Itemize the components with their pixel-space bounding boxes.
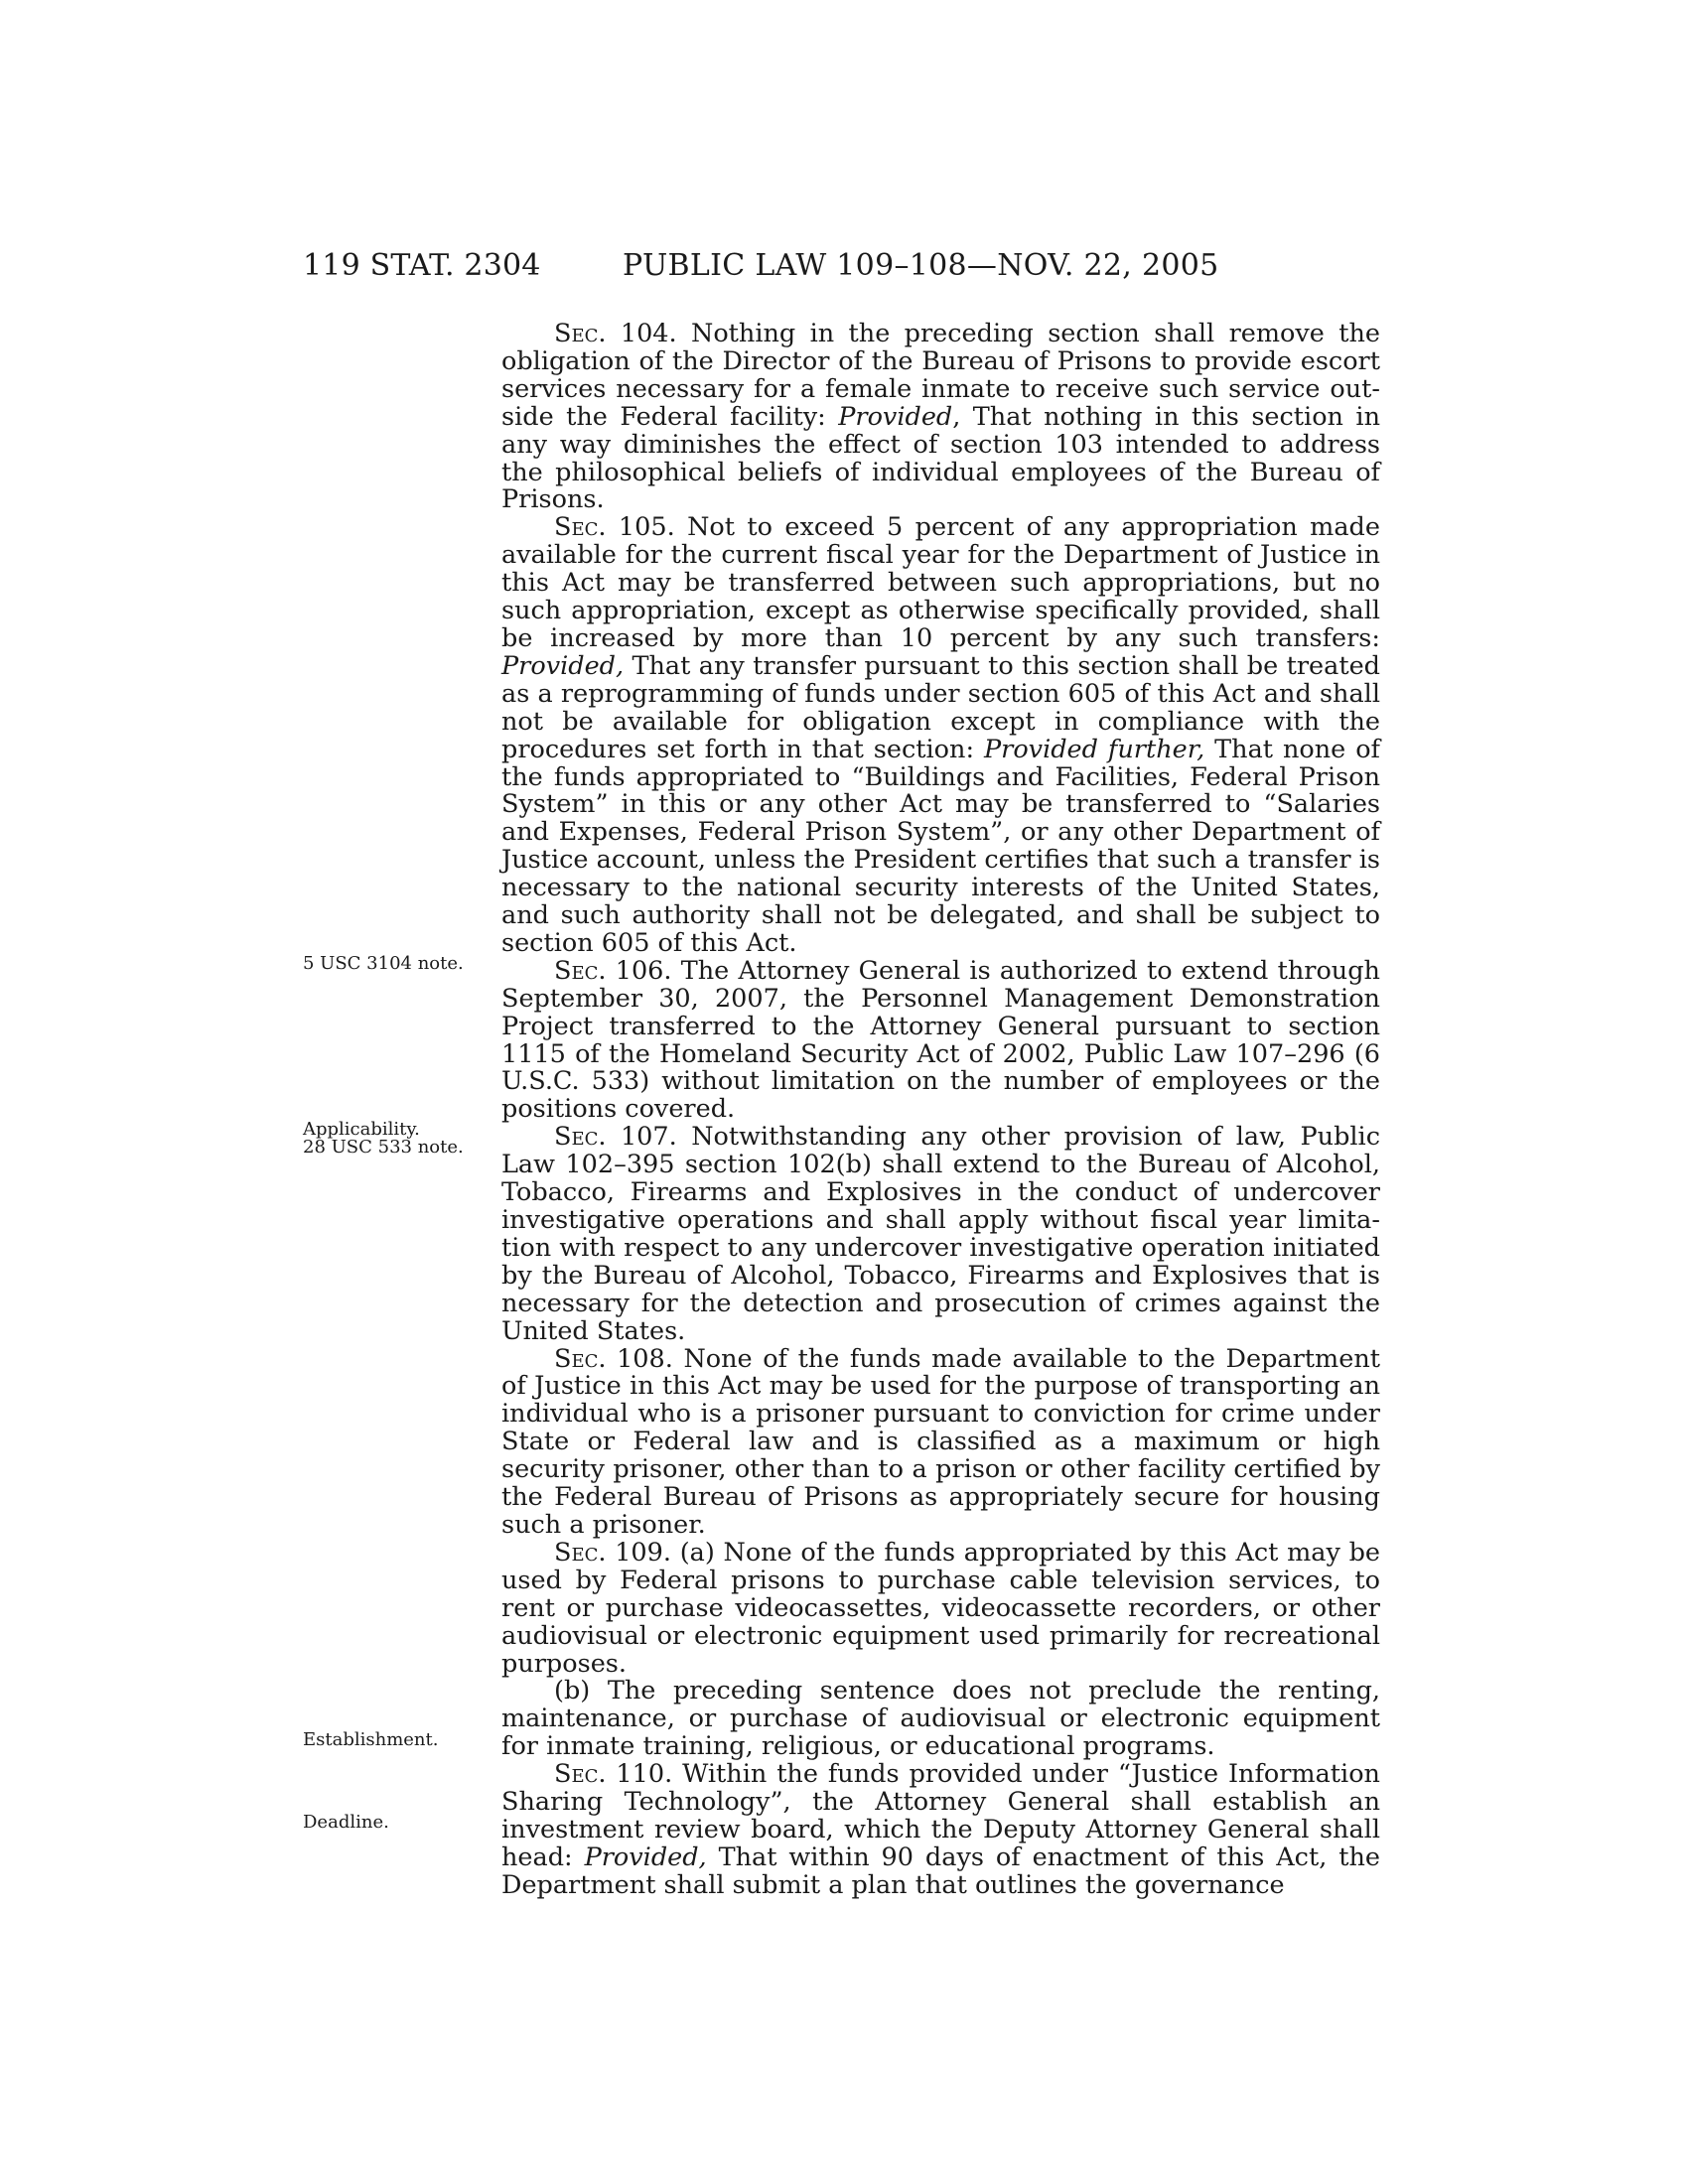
sec-label: Sec.: [554, 319, 607, 348]
margin-note-applicability: Applicability.: [303, 1119, 420, 1140]
section-text: That none of the funds appropriated to “Buildings and Facilities, Federal Prison System” in this or any other Act may be transferred to “Salaries and Expenses, Federal Prison System”, or any other Department of Justice account, unless the President certifies that such a transfer is necessary to the national security interests of the United States, and such authority shall not be delegated, and shall be subject to section 605 of this Act.: [501, 734, 1380, 958]
sec-label: Sec.: [554, 1759, 607, 1790]
margin-note-5-usc-3104: 5 USC 3104 note.: [303, 953, 464, 974]
stat-page-number: 119 STAT. 2304: [303, 248, 541, 283]
sec-label: Sec.: [554, 1343, 607, 1374]
section-text: That within 90 days of enactment of this Act, the Department shall submit a plan that outlines the governance: [501, 1842, 1380, 1900]
section-107: [501, 1124, 1380, 1345]
section-text: Not to exceed 5 percent of any appropriation made available for the current fiscal year for the Department of Justice in this Act may be transferred between such appropriations, but no such appropriation, except as otherwise specifically provided, shall be increased by more than 10 percent by any such transfers:: [501, 512, 1380, 653]
section-text: (b) The preceding sentence does not preclude the renting, maintenance, or purchase of audiovisual or electronic equipment for inmate training, religious, or educational programs.: [501, 1676, 1380, 1762]
section-108: [501, 1343, 1380, 1540]
section-text: None of the funds made available to the Department of Justice in this Act may be used for the purpose of transporting an individual who is a prisoner pursuant to conviction for crime under State or Federal law and is classified as a maximum or high security prisoner, other than to a prison or other facility certified by the Federal Bureau of Prisons as appropriately secure for housing such a prisoner.: [501, 1343, 1380, 1540]
sec-label: Sec.: [554, 1122, 607, 1153]
sec-number: 110.: [606, 1759, 683, 1790]
section-109-a: [501, 1537, 1381, 1679]
sec-number: 106.: [606, 955, 681, 986]
section-text: , That nothing in this section in any way diminishes the effect of section 103 intended to address the philosophical beliefs of individual employees of the Bureau of Prisons.: [501, 401, 1381, 515]
sec-number: 105.: [606, 512, 688, 543]
page-header: [0, 248, 1688, 288]
sec-number: 107.: [606, 1122, 692, 1153]
sec-label: Sec.: [554, 1537, 607, 1568]
sec-number: 108.: [606, 1343, 684, 1374]
sec-label: Sec.: [554, 512, 607, 543]
section-105: [501, 514, 1380, 958]
running-head-title: PUBLIC LAW 109–108—NOV. 22, 2005: [623, 248, 1219, 283]
document-body: [501, 321, 1380, 1900]
sec-label: Sec.: [554, 955, 607, 986]
provided-further-italic: Provided further,: [983, 734, 1205, 764]
section-104: [501, 321, 1380, 514]
provided-italic: Provided: [838, 401, 953, 432]
section-text: (a) None of the funds appropriated by this Act may be used by Federal prisons to purchase cable television services, to rent or purchase videocassettes, videocassette recorders, or other audiovisual or electronic equipment used primarily for recreational purposes.: [501, 1537, 1381, 1679]
provided-italic: Provided,: [501, 650, 625, 681]
section-text: Notwithstanding any other provision of law, Public Law 102–395 section 102(b) shall extend to the Bureau of Alcohol, Tobacco, Firearms and Explosives in the conduct of undercover investigative operations and shall apply without fiscal year limita-tion with respect to any undercover investigative operation initiated by the Bureau of Alcohol, Tobacco, Firearms and Explosives that is necessary for the detection and prosecution of crimes against the United States.: [501, 1122, 1380, 1346]
section-109-b: [501, 1678, 1380, 1761]
sec-number: 104.: [606, 319, 691, 348]
sec-number: 109.: [606, 1537, 680, 1568]
margin-note-deadline: Deadline.: [303, 1812, 389, 1833]
margin-note-28-usc-533: 28 USC 533 note.: [303, 1137, 464, 1158]
section-110: [501, 1761, 1380, 1900]
margin-note-establishment: Establishment.: [303, 1729, 439, 1750]
section-text: The Attorney General is authorized to extend through September 30, 2007, the Personnel Management Demonstration Project transferred to the Attorney General pursuant to section 1115 of the Homeland Security Act of 2002, Public Law 107–296 (6 U.S.C. 533) without limitation on the number of employees or the positions covered.: [501, 955, 1380, 1125]
section-text: Nothing in the preceding section shall remove the obligation of the Director of the Bureau of Prisons to provide escort services necessary for a female inmate to receive such service out-side the Federal facility:: [501, 319, 1380, 432]
provided-italic: Provided,: [584, 1842, 707, 1872]
section-text: That any transfer pursuant to this section shall be treated as a reprogramming of funds under section 605 of this Act and shall not be available for obligation except in compliance with the procedures set forth in that section:: [501, 650, 1380, 764]
section-text: Within the funds provided under “Justice Information Sharing Technology”, the Attorney General shall establish an investment review board, which the Deputy Attorney General shall head:: [501, 1759, 1380, 1872]
section-106: [501, 955, 1380, 1125]
